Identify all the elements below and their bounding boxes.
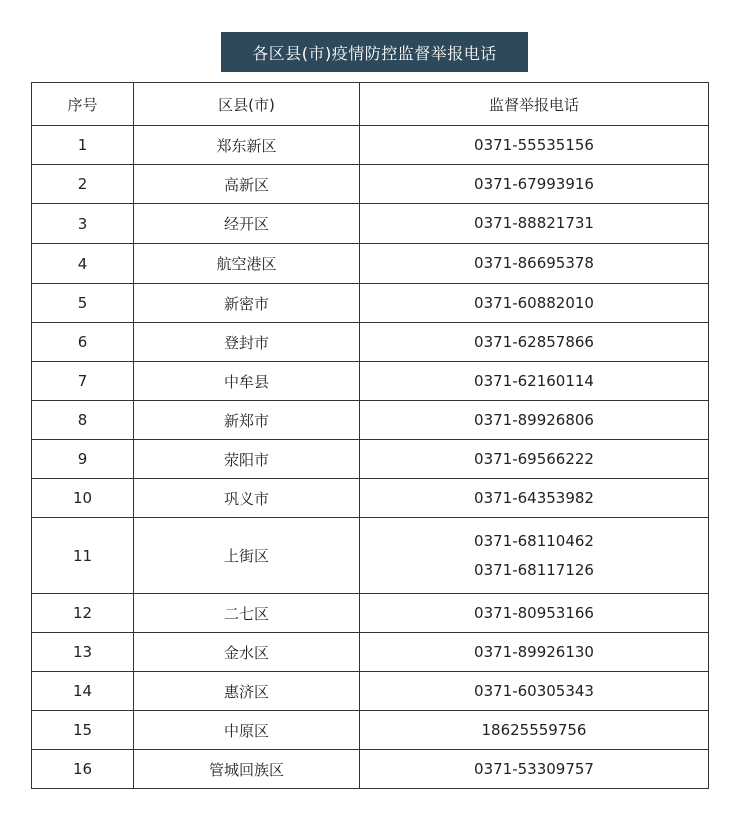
table-body bbox=[32, 126, 709, 789]
phone-number: 0371-68117126 bbox=[474, 560, 594, 579]
page-title: 各区县(市)疫情防控监督举报电话 bbox=[221, 32, 528, 72]
district-name: 登封市 bbox=[134, 323, 360, 362]
table-row bbox=[32, 672, 709, 711]
column-header-phone: 监督举报电话 bbox=[360, 83, 709, 126]
phone-cell bbox=[360, 204, 709, 244]
table-row bbox=[32, 750, 709, 789]
phone-cell bbox=[360, 479, 709, 518]
phone-cell bbox=[360, 244, 709, 284]
district-name: 上街区 bbox=[134, 518, 360, 594]
district-name: 新密市 bbox=[134, 284, 360, 323]
row-number: 3 bbox=[32, 204, 134, 244]
table-row bbox=[32, 126, 709, 165]
district-name: 中牟县 bbox=[134, 362, 360, 401]
hotline-table bbox=[31, 82, 709, 789]
phone-number: 0371-67993916 bbox=[474, 174, 594, 193]
table-row bbox=[32, 244, 709, 284]
phone-cell bbox=[360, 401, 709, 440]
table-row bbox=[32, 594, 709, 633]
table-row bbox=[32, 518, 709, 594]
phone-number: 18625559756 bbox=[481, 720, 587, 739]
phone-cell bbox=[360, 750, 709, 789]
table-row bbox=[32, 479, 709, 518]
phone-number: 0371-55535156 bbox=[474, 135, 594, 154]
phone-cell bbox=[360, 165, 709, 204]
column-header-number: 序号 bbox=[32, 83, 134, 126]
table-row bbox=[32, 165, 709, 204]
table-row bbox=[32, 284, 709, 323]
district-name: 中原区 bbox=[134, 711, 360, 750]
phone-cell bbox=[360, 126, 709, 165]
district-name: 郑东新区 bbox=[134, 126, 360, 165]
table-row bbox=[32, 323, 709, 362]
phone-number: 0371-86695378 bbox=[474, 254, 594, 272]
row-number: 15 bbox=[32, 711, 134, 750]
district-name: 经开区 bbox=[134, 204, 360, 244]
district-name: 高新区 bbox=[134, 165, 360, 204]
row-number: 6 bbox=[32, 323, 134, 362]
table-header-row bbox=[32, 83, 709, 126]
phone-cell bbox=[360, 594, 709, 633]
row-number: 12 bbox=[32, 594, 134, 633]
row-number: 2 bbox=[32, 165, 134, 204]
row-number: 13 bbox=[32, 633, 134, 672]
phone-number: 0371-62160114 bbox=[474, 371, 594, 390]
row-number: 5 bbox=[32, 284, 134, 323]
phone-cell bbox=[360, 440, 709, 479]
table-row bbox=[32, 711, 709, 750]
phone-cell bbox=[360, 323, 709, 362]
phone-cell bbox=[360, 284, 709, 323]
phone-number: 0371-60305343 bbox=[474, 681, 594, 700]
row-number: 4 bbox=[32, 244, 134, 284]
table-row bbox=[32, 204, 709, 244]
table-row bbox=[32, 362, 709, 401]
phone-number: 0371-80953166 bbox=[474, 603, 594, 622]
phone-number: 0371-69566222 bbox=[474, 449, 594, 468]
phone-number: 0371-68110462 bbox=[474, 531, 594, 550]
phone-cell bbox=[360, 518, 709, 594]
district-name: 管城回族区 bbox=[134, 750, 360, 789]
row-number: 14 bbox=[32, 672, 134, 711]
row-number: 7 bbox=[32, 362, 134, 401]
district-name: 航空港区 bbox=[134, 244, 360, 284]
phone-number: 0371-62857866 bbox=[474, 332, 594, 351]
phone-number: 0371-60882010 bbox=[474, 293, 594, 312]
phone-number: 0371-89926130 bbox=[474, 642, 594, 661]
phone-number: 0371-89926806 bbox=[474, 410, 594, 429]
row-number: 10 bbox=[32, 479, 134, 518]
district-name: 金水区 bbox=[134, 633, 360, 672]
column-header-district: 区县(市) bbox=[134, 83, 360, 126]
row-number: 16 bbox=[32, 750, 134, 789]
row-number: 11 bbox=[32, 518, 134, 594]
phone-number: 0371-53309757 bbox=[474, 759, 594, 778]
table-row bbox=[32, 633, 709, 672]
phone-cell bbox=[360, 711, 709, 750]
phone-cell bbox=[360, 362, 709, 401]
phone-cell bbox=[360, 633, 709, 672]
district-name: 二七区 bbox=[134, 594, 360, 633]
table-row bbox=[32, 401, 709, 440]
table-row bbox=[32, 440, 709, 479]
row-number: 9 bbox=[32, 440, 134, 479]
row-number: 8 bbox=[32, 401, 134, 440]
district-name: 巩义市 bbox=[134, 479, 360, 518]
phone-number: 0371-64353982 bbox=[474, 488, 594, 507]
phone-cell bbox=[360, 672, 709, 711]
row-number: 1 bbox=[32, 126, 134, 165]
district-name: 新郑市 bbox=[134, 401, 360, 440]
district-name: 惠济区 bbox=[134, 672, 360, 711]
phone-number: 0371-88821731 bbox=[474, 214, 594, 232]
district-name: 荥阳市 bbox=[134, 440, 360, 479]
